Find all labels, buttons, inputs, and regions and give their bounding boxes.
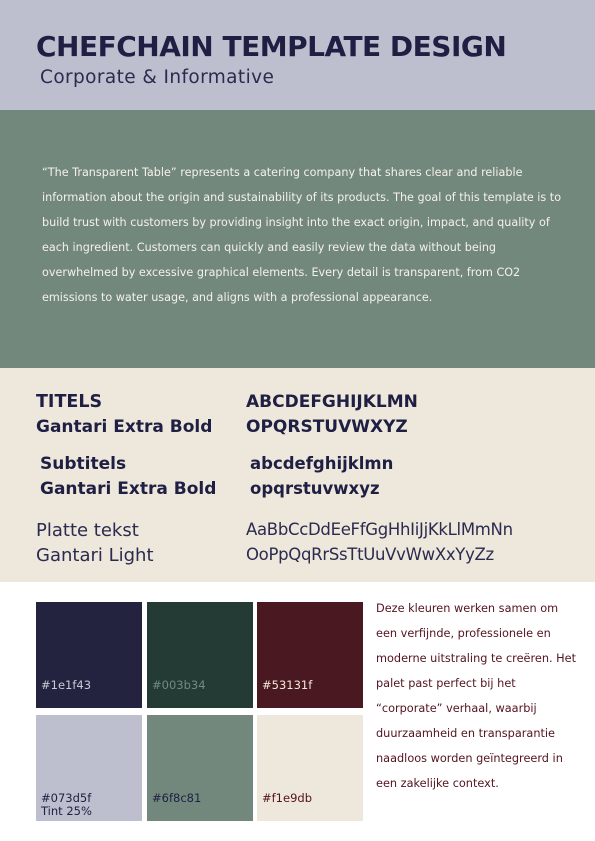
color-swatch	[147, 602, 253, 708]
header-banner	[0, 0, 595, 110]
body-font: Gantari Light	[36, 545, 154, 566]
intro-section	[0, 110, 595, 368]
swatch-label: #1e1f43	[41, 678, 92, 692]
subtitles-sample-2: opqrstuvwxyz	[250, 479, 380, 498]
swatch-note: Tint 25%	[41, 804, 92, 818]
color-swatch	[257, 602, 363, 708]
intro-text: “The Transparent Table” represents a catering company that shares clear and reliable information about the origin and sustainability of its products. The goal of this template is to build trust with customers by providing insight into the exact origin, impact, and quality of each ingredient. Customers can quickly and easily review the data without being overwhelmed by excessive graphical elements. Every detail is transparent, from CO2 emissions to water usage, and aligns with a professional appearance.	[42, 166, 562, 304]
body-sample-1: AaBbCcDdEeFfGgHhIiJjKkLlMmNn	[246, 520, 513, 539]
swatch-label: #6f8c81	[152, 791, 202, 805]
swatch-label: #f1e9db	[262, 791, 312, 805]
typography-section	[0, 368, 595, 582]
page-subtitle: Corporate & Informative	[40, 67, 275, 88]
subtitles-sample-1: abcdefghijklmn	[250, 454, 394, 473]
titles-font: Gantari Extra Bold	[36, 417, 213, 437]
color-swatch	[36, 715, 142, 821]
body-sample-2: OoPpQqRrSsTtUuVvWwXxYyZz	[246, 545, 494, 564]
swatch-label: #53131f	[262, 678, 313, 692]
swatch-label: #003b34	[152, 678, 206, 692]
body-label: Platte tekst	[36, 520, 139, 541]
titles-sample-1: ABCDEFGHIJKLMN	[246, 392, 418, 412]
palette-description: Deze kleuren werken samen om een verfijnde, professionele en moderne uitstraling te creëren. Het palet past perfect bij het “corporate” verhaal, waarbij duurzaamheid en transparantie naadloos worden geïntegreerd in een zakelijke context.	[376, 602, 577, 790]
titles-sample-2: OPQRSTUVWXYZ	[246, 417, 408, 437]
color-swatch	[147, 715, 253, 821]
color-swatch	[36, 602, 142, 708]
subtitles-label: Subtitels	[40, 454, 127, 474]
color-swatch	[257, 715, 363, 821]
titles-label: TITELS	[36, 392, 103, 412]
swatch-label: #073d5f	[41, 791, 92, 805]
subtitles-font: Gantari Extra Bold	[40, 479, 217, 499]
page-title: CHEFCHAIN TEMPLATE DESIGN	[36, 30, 507, 63]
